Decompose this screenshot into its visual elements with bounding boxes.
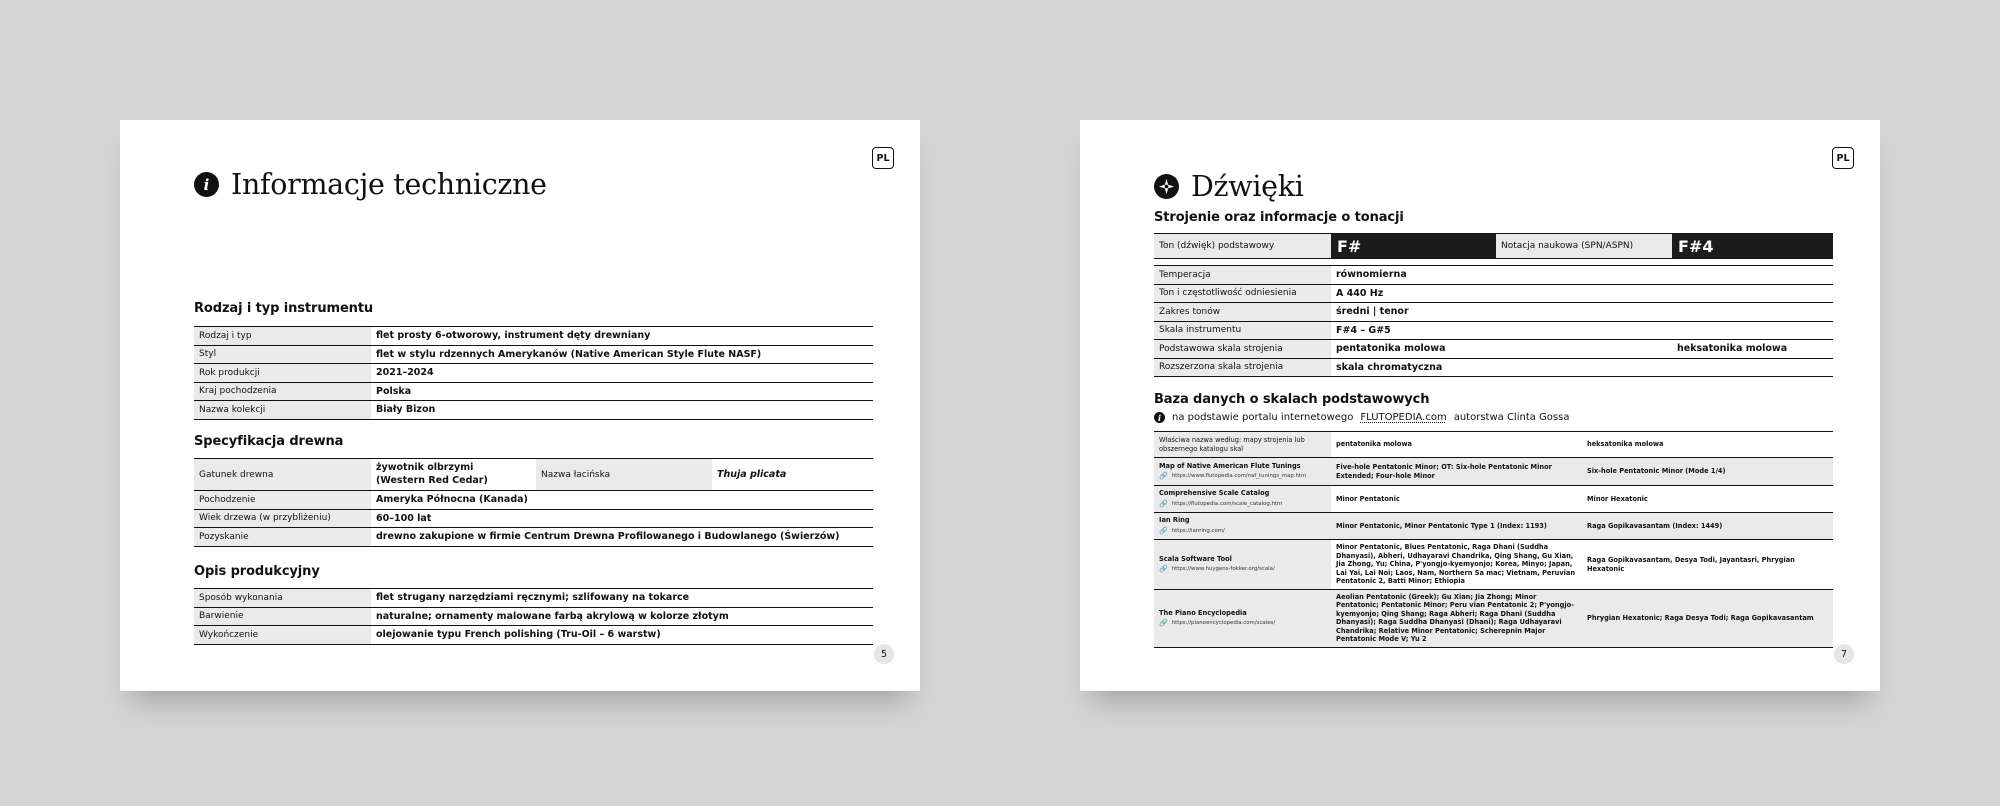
table-row — [1154, 303, 1833, 322]
hexatonic-names: Raga Gopikavasantam, Desya Todi, Jayantasri, Phrygian Hexatonic — [1582, 540, 1833, 590]
source-cell — [1154, 486, 1331, 513]
row-label: Temperacja — [1154, 266, 1331, 285]
page-title: Informacje techniczne — [231, 168, 547, 201]
row-label: Nazwa kolekcji — [194, 401, 371, 420]
row-value: Thuja plicata — [712, 459, 873, 491]
source-cell — [1154, 513, 1331, 540]
row-label: Sposób wykonania — [194, 589, 371, 608]
hexatonic-names: Six-hole Pentatonic Minor (Mode 1/4) — [1582, 458, 1833, 486]
row-label: Podstawowa skala strojenia — [1154, 340, 1331, 359]
header-col-hexatonic: heksatonika molowa — [1582, 432, 1833, 458]
source-cell — [1154, 458, 1331, 486]
source-url-row — [1159, 565, 1326, 574]
row-label: Ton (dźwięk) podstawowy — [1154, 234, 1331, 259]
info-icon: i — [194, 172, 219, 197]
row-value: naturalne; ornamenty malowane farbą akrylową w kolorze złotym — [371, 607, 873, 626]
link-icon: 🔗 — [1159, 526, 1168, 535]
instrument-type-table — [194, 326, 873, 420]
row-label: Wykończenie — [194, 626, 371, 645]
row-label: Barwienie — [194, 607, 371, 626]
row-label: Gatunek drewna — [194, 459, 371, 491]
table-row — [194, 345, 873, 364]
info-icon: i — [1154, 412, 1165, 423]
header-col-pentatonic: pentatonika molowa — [1331, 432, 1582, 458]
pentatonic-names: Five-hole Pentatonic Minor; OT: Six-hole Pentatonic Minor Extended; Four-hole Minor — [1331, 458, 1582, 486]
note-prefix: na podstawie portalu internetowego — [1172, 412, 1354, 423]
table-row — [1154, 486, 1833, 513]
row-label: Pochodzenie — [194, 491, 371, 510]
row-value: olejowanie typu French polishing (Tru-Oil – 6 warstw) — [371, 626, 873, 645]
row-label: Notacja naukowa (SPN/ASPN) — [1496, 234, 1672, 259]
link-icon: 🔗 — [1159, 619, 1168, 628]
source-url[interactable]: https://www.flutopedia.com/naf_tunings_map.htm — [1171, 473, 1307, 480]
pentatonic-names: Minor Pentatonic — [1331, 486, 1582, 513]
pentatonic-names: Minor Pentatonic, Minor Pentatonic Type 1 (Index: 1193) — [1331, 513, 1582, 540]
table-row — [1154, 358, 1833, 377]
row-value: Ameryka Północna (Kanada) — [371, 491, 873, 510]
table-row — [194, 607, 873, 626]
table-row — [1154, 321, 1833, 340]
table-spacer-row — [1154, 259, 1833, 266]
section-heading-wood: Specyfikacja drewna — [194, 434, 344, 449]
table-row — [1154, 513, 1833, 540]
source-url[interactable]: https://flutopedia.com/scale_catalog.htm — [1171, 500, 1283, 507]
row-label: Rozszerzona skala strojenia — [1154, 358, 1331, 377]
species-english-name: (Western Red Cedar) — [376, 474, 488, 486]
table-row — [194, 509, 873, 528]
row-label: Pozyskanie — [194, 528, 371, 547]
left-page — [120, 120, 920, 691]
table-row — [1154, 266, 1833, 285]
section-heading-instrument-type: Rodzaj i typ instrumentu — [194, 301, 374, 316]
wood-spec-table — [194, 458, 873, 547]
table-row — [1154, 340, 1833, 359]
source-url[interactable]: https://pianoencyclopedia.com/scales/ — [1171, 620, 1276, 627]
hexatonic-names: Phrygian Hexatonic; Raga Desya Todi; Raga Gopikavasantam — [1582, 590, 1833, 648]
table-row — [194, 528, 873, 547]
row-label: Styl — [194, 345, 371, 364]
table-spacer-cell — [1154, 259, 1833, 266]
row-value: flet strugany narzędziami ręcznymi; szlifowany na tokarce — [371, 589, 873, 608]
table-row — [194, 589, 873, 608]
pentatonic-names: Minor Pentatonic, Blues Pentatonic, Raga Dhani (Suddha Dhanyasi), Abheri, Udhayaravi Chandrika, Qing Shang, Gu Xian, Jia Zhong, Yu; China, P'yongjo-kyemyonjo; Korea, Minyo; Japan, Lai Yai, Lai Noi; Laos, Nam, Northern Sa mac; Vietnam, Peruvian Pentatonic 2, Batti Minor; Ethiopia — [1331, 540, 1582, 590]
tuning-table — [1154, 233, 1833, 377]
pentatonic-names: Aeolian Pentatonic (Greek); Gu Xian; Jia Zhong; Minor Pentatonic; Pentatonic Minor; Peru vian Pentatonic 2; P'yongjo-kyemyonjo; Qing Shang; Raga Abheri; Raga Dhani (Suddha Dhanyasi); Raga Suddha Dhanyasi (Dhani); Raga Udhayaravi Chandrika; Relative Minor Pentatonic; Scherepnin Major Pentatonic Mode V; Yu 2 — [1331, 590, 1582, 648]
table-row — [1154, 284, 1833, 303]
source-url[interactable]: https://ianring.com/ — [1171, 527, 1225, 534]
row-value: F#4 – G#5 — [1331, 321, 1833, 340]
row-value: 60–100 lat — [371, 509, 873, 528]
row-value: równomierna — [1331, 266, 1833, 285]
table-row — [194, 401, 873, 420]
table-header-row — [1154, 432, 1833, 458]
source-name: Scala Software Tool — [1159, 554, 1232, 563]
row-value: Biały Bizon — [371, 401, 873, 420]
row-label: Nazwa łacińska — [536, 459, 712, 491]
row-value: średni | tenor — [1331, 303, 1833, 322]
source-cell — [1154, 540, 1331, 590]
row-label: Rodzaj i typ — [194, 327, 371, 346]
row-value: skala chromatyczna — [1331, 358, 1833, 377]
table-row — [194, 364, 873, 383]
section-heading-database: Baza danych o skalach podstawowych — [1154, 392, 1430, 407]
table-row — [194, 459, 873, 491]
fundamental-tone-value: F# — [1331, 234, 1496, 259]
species-name: żywotnik olbrzymi — [376, 461, 474, 473]
row-value: heksatonika molowa — [1672, 340, 1833, 359]
language-badge: PL — [1832, 147, 1854, 169]
row-label: Kraj pochodzenia — [194, 382, 371, 401]
row-value: pentatonika molowa — [1331, 340, 1672, 359]
link-icon: 🔗 — [1159, 565, 1168, 574]
source-note — [1154, 412, 1569, 423]
page-number: 7 — [1834, 644, 1854, 664]
row-value: drewno zakupione w firmie Centrum Drewna Profilowanego i Budowlanego (Świerzów) — [371, 528, 873, 547]
source-name: Comprehensive Scale Catalog — [1159, 489, 1270, 498]
source-url-row — [1159, 619, 1326, 628]
table-row — [194, 491, 873, 510]
production-table — [194, 588, 873, 645]
table-row — [194, 626, 873, 645]
link-icon: 🔗 — [1159, 472, 1168, 481]
compass-rose-icon — [1154, 174, 1179, 199]
row-label: Ton i częstotliwość odniesienia — [1154, 284, 1331, 303]
source-name: Ian Ring — [1159, 516, 1190, 525]
note-suffix: autorstwa Clinta Gossa — [1453, 412, 1570, 423]
page-title-row — [1154, 170, 1304, 203]
source-name: Map of Native American Flute Tunings — [1159, 461, 1301, 470]
page-title-row — [194, 168, 547, 201]
row-value: flet w stylu rdzennych Amerykanów (Native American Style Flute NASF) — [371, 345, 873, 364]
page-title: Dźwięki — [1191, 170, 1304, 203]
compass-rose-icon-shape — [1158, 178, 1175, 195]
row-value: flet prosty 6-otworowy, instrument dęty drewniany — [371, 327, 873, 346]
table-row — [1154, 234, 1833, 259]
hexatonic-names: Raga Gopikavasantam (Index: 1449) — [1582, 513, 1833, 540]
table-row — [194, 327, 873, 346]
row-value: A 440 Hz — [1331, 284, 1833, 303]
table-row — [194, 382, 873, 401]
source-url-row — [1159, 527, 1326, 536]
row-label: Skala instrumentu — [1154, 321, 1331, 340]
table-row — [1154, 458, 1833, 486]
scale-database-table — [1154, 431, 1833, 648]
row-label: Zakres tonów — [1154, 303, 1331, 322]
right-page — [1080, 120, 1880, 691]
flutopedia-link[interactable]: FLUTOPEDIA.com — [1360, 412, 1447, 423]
row-label: Wiek drzewa (w przybliżeniu) — [194, 509, 371, 528]
page-number: 5 — [874, 644, 894, 664]
section-heading-production: Opis produkcyjny — [194, 564, 320, 579]
hexatonic-names: Minor Hexatonic — [1582, 486, 1833, 513]
row-value: Polska — [371, 382, 873, 401]
scientific-notation-value: F#4 — [1672, 234, 1833, 259]
row-value — [371, 459, 536, 491]
header-label: Właściwa nazwa według: mapy strojenia lub obszernego katalogu skal — [1154, 432, 1331, 458]
section-heading-tuning: Strojenie oraz informacje o tonacji — [1154, 210, 1404, 225]
table-row — [1154, 540, 1833, 590]
source-url-row — [1159, 472, 1326, 481]
table-row — [1154, 590, 1833, 648]
language-badge: PL — [872, 147, 894, 169]
source-url[interactable]: https://www.huygens-fokker.org/scala/ — [1171, 566, 1275, 573]
row-value: 2021–2024 — [371, 364, 873, 383]
row-label: Rok produkcji — [194, 364, 371, 383]
source-url-row — [1159, 500, 1326, 509]
source-name: The Piano Encyclopedia — [1159, 608, 1247, 617]
link-icon: 🔗 — [1159, 499, 1168, 508]
source-cell — [1154, 590, 1331, 648]
